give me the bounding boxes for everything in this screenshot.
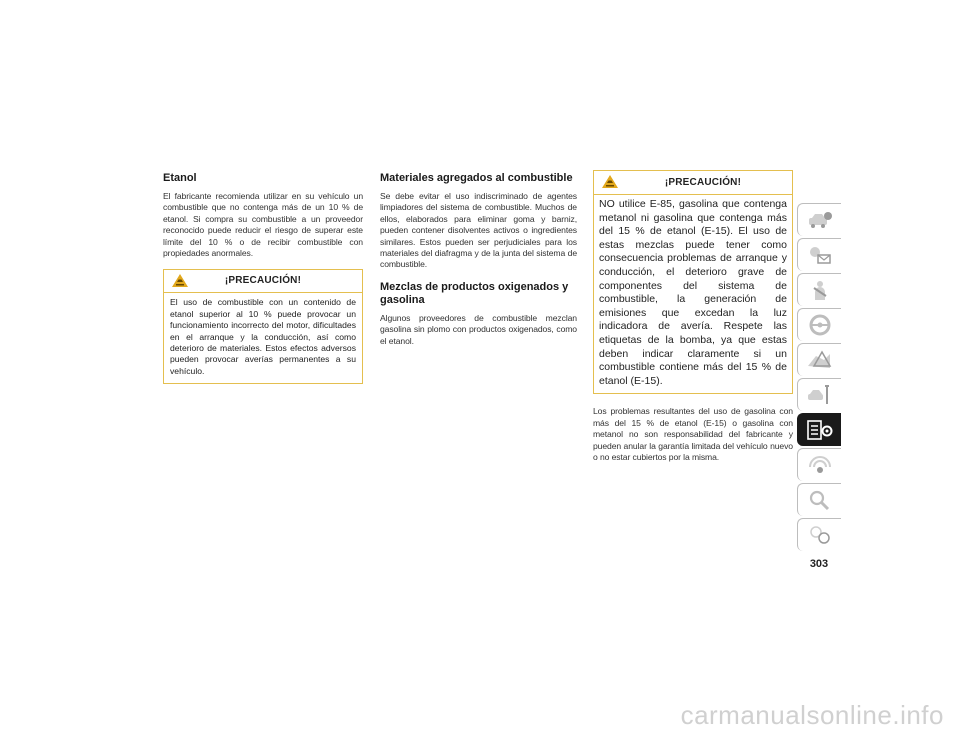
caution-title-1: ¡PRECAUCIÓN! <box>224 275 302 287</box>
paragraph-materiales: Se debe evitar el uso indiscriminado de agentes limpiadores del sistema de combustible. Muchos de ellos, elaborados para eliminar goma y barniz, pueden contener disolventes activos o ingredientes similares. Estos pueden ser perjudiciales para los materiales del diafragma y de la junta del sistema de combustible. <box>380 191 577 270</box>
column-1 <box>163 172 363 384</box>
car-info-icon <box>806 208 834 232</box>
messages-icon <box>806 243 834 267</box>
caution-title-2: ¡PRECAUCIÓN! <box>664 177 742 188</box>
tab-driving[interactable] <box>797 308 841 341</box>
caution-header-2 <box>594 171 792 195</box>
multimedia-icon <box>806 453 834 477</box>
safety-icon <box>806 278 834 302</box>
language-icon <box>806 523 834 547</box>
column-3 <box>593 170 793 473</box>
caution-body-1: El uso de combustible con un contenido de etanol superior al 10 % puede provocar un funcionamiento incorrecto del motor, dificultades en el arranque y la conducción, así como deterioro de materiales. Estos efectos adversos pueden provocar averías permanentes a su vehículo. <box>170 297 356 376</box>
tab-service[interactable] <box>797 378 841 411</box>
heading-mezclas: Mezclas de productos oxigenados y gasolina <box>380 280 569 306</box>
tab-car-info[interactable] <box>797 203 841 236</box>
paragraph-problemas: Los problemas resultantes del uso de gasolina con más del 15 % de etanol (E-15) o gasolina con metanol no son responsabilidad del fabricante y pueden anular la garantía limitada del vehículo nuevo o no estar cubiertos por la misma. <box>593 406 793 462</box>
paragraph-mezclas: Algunos proveedores de combustible mezclan gasolina sin plomo con productos oxigenados, como el etanol. <box>380 312 577 346</box>
caution-box-2 <box>593 170 793 394</box>
index-search-icon <box>806 488 834 512</box>
caution-box-1 <box>163 269 363 384</box>
watermark: carmanualsonline.info <box>680 700 944 730</box>
emergency-icon <box>806 348 834 372</box>
tab-language[interactable] <box>797 518 841 551</box>
steering-wheel-icon <box>806 313 834 337</box>
chapter-tabs <box>797 203 841 553</box>
service-icon <box>806 383 834 407</box>
tab-technical-specs[interactable] <box>797 413 841 446</box>
tab-index[interactable] <box>797 483 841 516</box>
tab-messages[interactable] <box>797 238 841 271</box>
heading-etanol: Etanol <box>163 172 197 184</box>
page-number: 303 <box>809 558 829 570</box>
tab-multimedia[interactable] <box>797 448 841 481</box>
column-2 <box>380 172 577 357</box>
caution-header-1 <box>164 270 362 293</box>
caution-body-2: NO utilice E-85, gasolina que contenga metanol ni gasolina que contenga más del 15 % de etanol (E-15). El uso de estas mezclas puede tener como consecuencia problemas de arranque y conducción, el deterioro grave de componentes del sistema de combustible, la generación de emisiones que excedan la luz indicadora de avería. Respete las etiquetas de la bomba, ya que estas deben indicar claramente si un combustible contiene más del 15 % de etanol (E-15). <box>599 198 787 387</box>
tab-safety[interactable] <box>797 273 841 306</box>
paragraph-etanol: El fabricante recomienda utilizar en su vehículo un combustible que no contenga más de un 10 % de etanol. Si compra su combustible a un proveedor reconocido puede reducir el riesgo de superar este límite del 10 % o de recibir combustible con propiedades anormales. <box>163 191 363 259</box>
tab-emergency[interactable] <box>797 343 841 376</box>
heading-materiales: Materiales agregados al combustible <box>380 172 573 184</box>
technical-specs-icon <box>806 418 834 442</box>
